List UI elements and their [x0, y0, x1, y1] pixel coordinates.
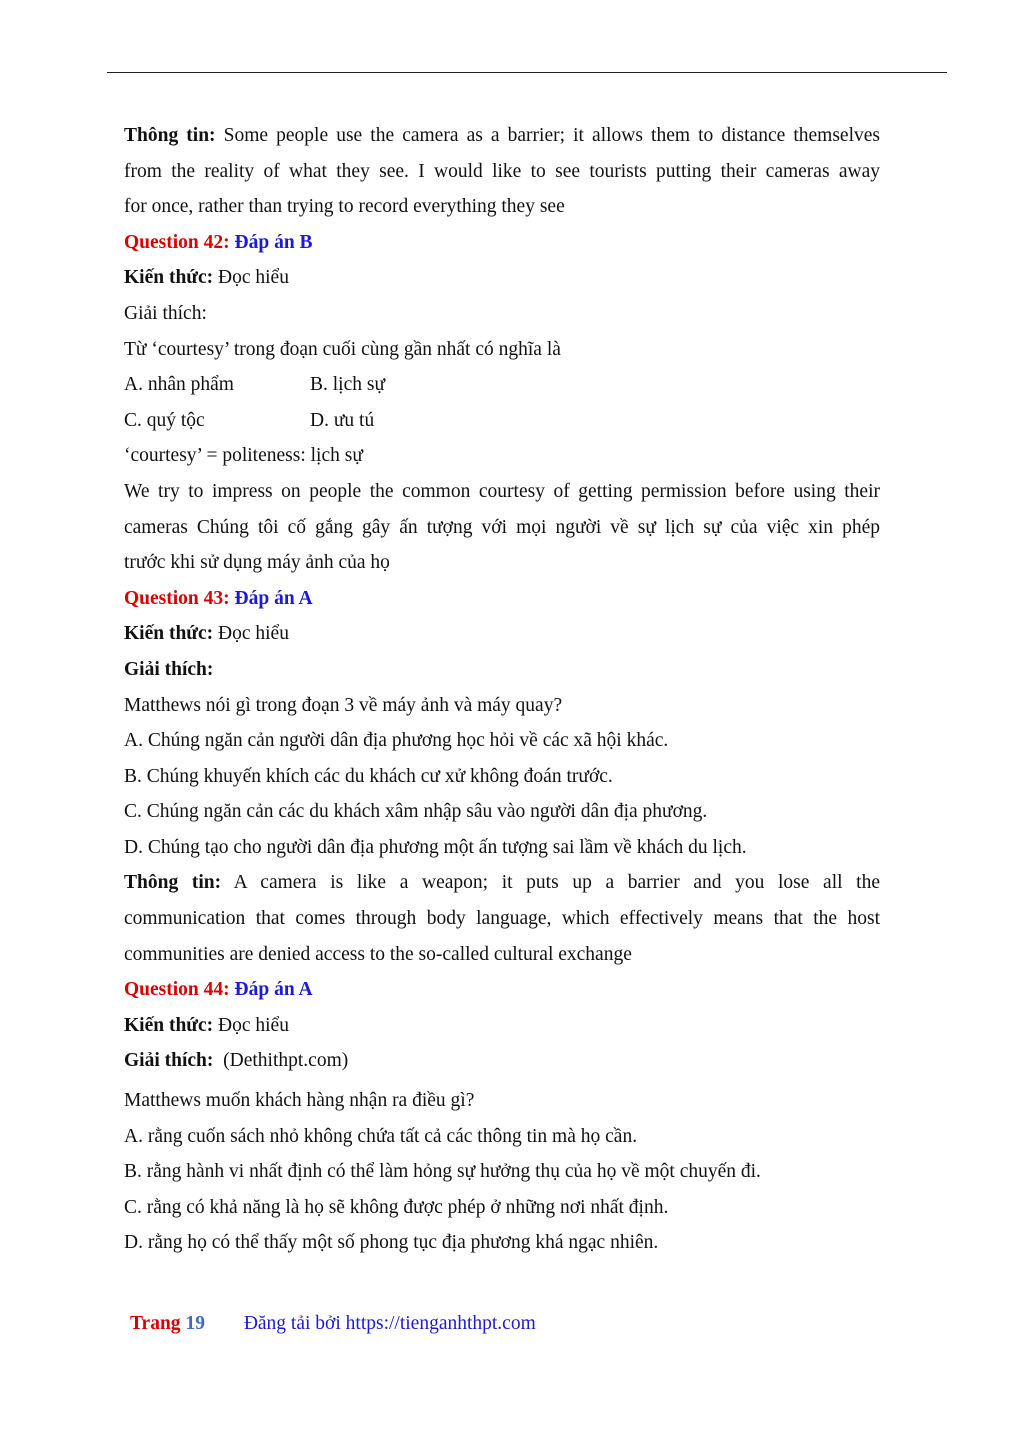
- question-number: Question 44:: [124, 979, 230, 1001]
- answer-key: Đáp án A: [234, 587, 313, 609]
- knowledge-label: Kiến thức:: [124, 267, 214, 289]
- definition-line: ‘courtesy’ = politeness: lịch sự: [124, 445, 363, 467]
- option-b: B. rằng hành vi nhất định có thể làm hỏng sự hưởng thụ của họ về một chuyến đi.: [124, 1161, 761, 1183]
- info-line-1: [124, 118, 880, 154]
- option-c: C. Chúng ngăn cản các du khách xâm nhập sâu vào người dân địa phương.: [124, 801, 708, 823]
- question-number: Question 42:: [124, 231, 230, 253]
- page-label: Trang: [130, 1313, 181, 1334]
- example-line-1: We try to impress on people the common courtesy of getting permission before using their: [124, 480, 880, 502]
- question-text: Từ ‘courtesy’ trong đoạn cuối cùng gần nhất có nghĩa là: [124, 338, 561, 360]
- uploaded-by-link[interactable]: Đăng tải bởi https://tienganhthpt.com: [243, 1313, 536, 1334]
- page-number: 19: [185, 1313, 205, 1334]
- option-d: D. ưu tú: [310, 409, 375, 431]
- info-text: Some people use the camera as a barrier; it allows them to distance themselves: [223, 125, 880, 146]
- info-line-2: communication that comes through body language, which effectively means that the host: [124, 908, 880, 930]
- info-label: Thông tin:: [124, 872, 222, 894]
- option-d: D. rằng họ có thể thấy một số phong tục địa phương khá ngạc nhiên.: [124, 1232, 659, 1254]
- explanation-label: [124, 1043, 880, 1079]
- option-a: A. rằng cuốn sách nhỏ không chứa tất cả các thông tin mà họ cần.: [124, 1125, 638, 1147]
- explanation-label: [124, 652, 880, 688]
- page-content: [124, 118, 880, 1261]
- option-d: D. Chúng tạo cho người dân địa phương một ấn tượng sai lầm về khách du lịch.: [124, 836, 747, 858]
- knowledge-value: Đọc hiểu: [218, 623, 289, 645]
- question-44-heading: [124, 972, 880, 1008]
- options-row-cd: [124, 403, 880, 439]
- question-number: Question 43:: [124, 587, 230, 609]
- knowledge-line: [124, 260, 880, 296]
- options-row-ab: [124, 367, 880, 403]
- explanation-label: Giải thích:: [124, 302, 207, 324]
- knowledge-label: Kiến thức:: [124, 623, 214, 645]
- knowledge-value: Đọc hiểu: [218, 267, 289, 289]
- example-line-3: trước khi sử dụng máy ảnh của họ: [124, 552, 390, 574]
- knowledge-line: [124, 616, 880, 652]
- knowledge-value: Đọc hiểu: [218, 1014, 289, 1036]
- answer-key: Đáp án A: [234, 979, 313, 1001]
- question-42-heading: [124, 225, 880, 261]
- explanation-label-text: Giải thích:: [124, 658, 214, 680]
- option-a: A. nhân phẩm: [124, 374, 234, 396]
- option-c: C. quý tộc: [124, 409, 205, 431]
- question-text: Matthews muốn khách hàng nhận ra điều gì?: [124, 1090, 475, 1112]
- info-line-3: communities are denied access to the so-called cultural exchange: [124, 943, 632, 965]
- info-text: A camera is like a weapon; it puts up a barrier and you lose all the: [233, 872, 880, 894]
- knowledge-line: [124, 1008, 880, 1044]
- question-text: Matthews nói gì trong đoạn 3 về máy ảnh và máy quay?: [124, 694, 563, 716]
- page-footer: [130, 1313, 536, 1335]
- example-line-2: cameras Chúng tôi cố gắng gây ấn tượng với mọi người về sự lịch sự của việc xin phép: [124, 516, 880, 538]
- info-line-2: from the reality of what they see. I would like to see tourists putting their cameras away: [124, 160, 880, 182]
- info-line-3: for once, rather than trying to record everything they see: [124, 196, 565, 218]
- header-rule: [107, 72, 947, 73]
- info-line-1: [124, 865, 880, 901]
- answer-key: Đáp án B: [234, 231, 313, 253]
- option-c: C. rằng có khả năng là họ sẽ không được phép ở những nơi nhất định.: [124, 1196, 669, 1218]
- explanation-label-text: Giải thích:: [124, 1050, 214, 1072]
- option-a: A. Chúng ngăn cản người dân địa phương học hỏi về các xã hội khác.: [124, 730, 669, 752]
- question-43-heading: [124, 581, 880, 617]
- source-note: (Dethithpt.com): [223, 1050, 349, 1072]
- option-b: B. Chúng khuyến khích các du khách cư xử không đoán trước.: [124, 765, 613, 787]
- info-label: Thông tin:: [124, 125, 216, 146]
- knowledge-label: Kiến thức:: [124, 1014, 214, 1036]
- option-b: B. lịch sự: [310, 374, 386, 396]
